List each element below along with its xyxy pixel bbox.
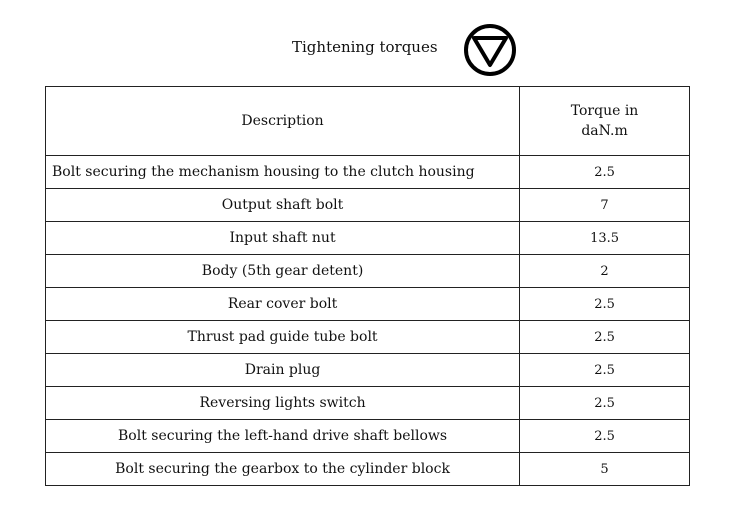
header-torque-line1: Torque in [570, 103, 639, 119]
header-torque [520, 87, 690, 156]
row-torque: 2.5 [520, 387, 690, 420]
row-torque: 5 [520, 453, 690, 486]
table-row [46, 255, 690, 288]
table-header-row [46, 87, 690, 156]
row-description: Bolt securing the left-hand drive shaft bellows [46, 420, 520, 453]
table-row [46, 288, 690, 321]
row-torque: 2 [520, 255, 690, 288]
row-torque: 2.5 [520, 156, 690, 189]
page-title: Tightening torques [292, 38, 438, 56]
row-description: Body (5th gear detent) [46, 255, 520, 288]
table-row [46, 156, 690, 189]
row-description: Input shaft nut [46, 222, 520, 255]
table-row [46, 453, 690, 486]
header-torque-line2: daN.m [581, 123, 628, 139]
row-description: Reversing lights switch [46, 387, 520, 420]
row-torque: 13.5 [520, 222, 690, 255]
table-row [46, 387, 690, 420]
row-torque: 2.5 [520, 420, 690, 453]
table-row [46, 420, 690, 453]
row-description: Bolt securing the gearbox to the cylinder block [46, 453, 520, 486]
table-row [46, 222, 690, 255]
header-description: Description [46, 87, 520, 156]
row-torque: 7 [520, 189, 690, 222]
row-description: Rear cover bolt [46, 288, 520, 321]
row-description: Thrust pad guide tube bolt [46, 321, 520, 354]
row-torque: 2.5 [520, 354, 690, 387]
torque-table [45, 86, 690, 486]
table-row [46, 321, 690, 354]
row-description: Bolt securing the mechanism housing to the clutch housing [46, 156, 520, 189]
row-torque: 2.5 [520, 321, 690, 354]
table-row [46, 189, 690, 222]
circled-inverted-triangle-icon [463, 23, 517, 77]
row-description: Output shaft bolt [46, 189, 520, 222]
table-row [46, 354, 690, 387]
row-torque: 2.5 [520, 288, 690, 321]
row-description: Drain plug [46, 354, 520, 387]
